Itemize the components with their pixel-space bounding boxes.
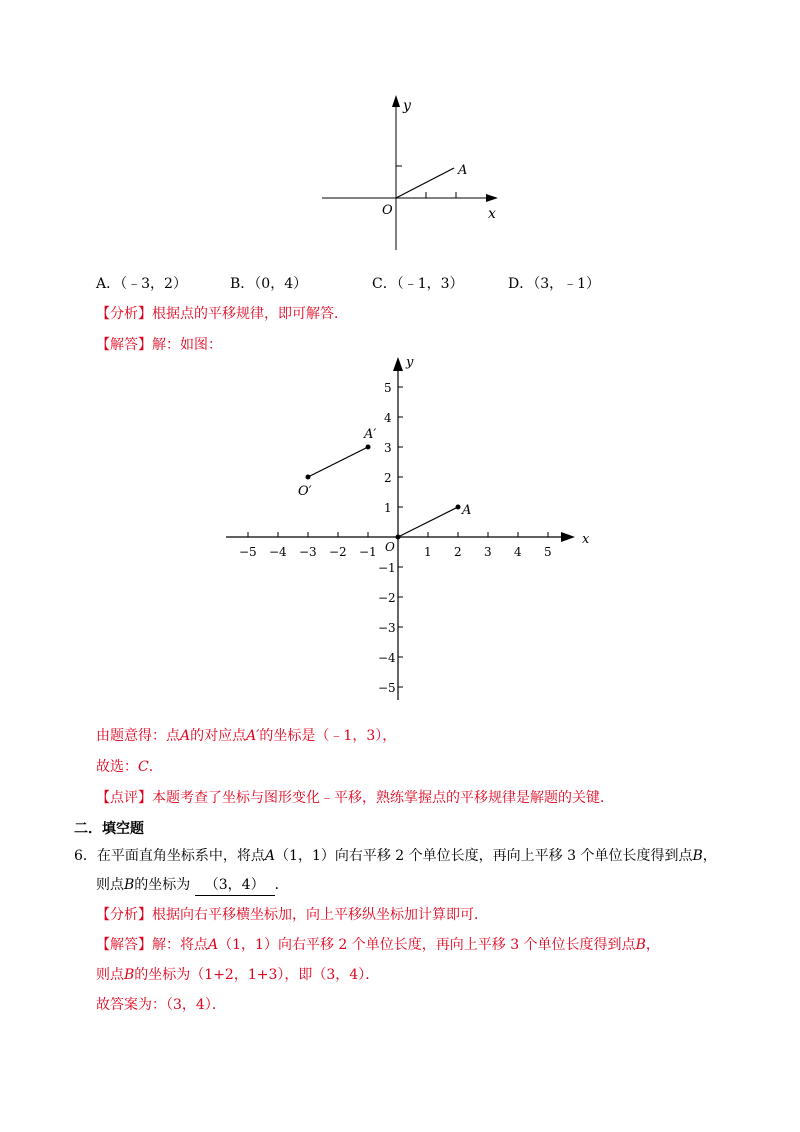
top-x-label: x xyxy=(488,206,496,222)
x-tick-label: −4 xyxy=(269,545,287,559)
y-tick-label: 3 xyxy=(384,441,392,455)
big-x-arrow xyxy=(561,532,575,542)
x-tick-label: 4 xyxy=(514,545,522,559)
x-tick-label: −1 xyxy=(359,545,377,559)
option-b: B．（0，4） xyxy=(230,276,308,292)
point-A-prime xyxy=(366,445,371,450)
section-fill-in-blank: 二．填空题 xyxy=(74,821,144,837)
point-A xyxy=(456,505,461,510)
big-y-arrow xyxy=(393,357,403,371)
top-segment-OA xyxy=(396,168,454,198)
y-tick-label: 2 xyxy=(384,471,392,485)
y-tick-label: 4 xyxy=(384,411,392,425)
final-answer: 故答案为：（3，4）． xyxy=(96,997,226,1013)
y-tick-label: −4 xyxy=(378,651,396,665)
solution-2: 【解答】解：将点A（1，1）向右平移 2 个单位长度，再向上平移 3 个单位长度得到点B， xyxy=(96,937,660,953)
option-c: C．（﹣1，3） xyxy=(372,276,464,292)
x-tick-label: 5 xyxy=(544,545,552,559)
x-tick-label: 2 xyxy=(454,545,462,559)
y-tick-label: −3 xyxy=(378,621,396,635)
top-coordinate-figure xyxy=(318,90,508,255)
y-tick-label: 1 xyxy=(384,501,392,515)
y-tick-label: −5 xyxy=(378,681,396,695)
big-label-O-prime: O′ xyxy=(298,484,312,499)
top-origin-label: O xyxy=(382,203,393,218)
top-x-arrow xyxy=(486,194,498,202)
x-tick-label: −2 xyxy=(329,545,347,559)
top-y-arrow xyxy=(392,95,400,107)
solution-1: 【解答】解：如图： xyxy=(96,337,222,353)
analysis-2: 【分析】根据向右平移横坐标加，向上平移纵坐标加计算即可． xyxy=(96,907,488,923)
x-tick-label: −5 xyxy=(239,545,257,559)
big-origin-label: O xyxy=(385,540,395,554)
big-x-label: x xyxy=(582,532,590,547)
big-label-A: A xyxy=(462,503,472,518)
analysis-1: 【分析】根据点的平移规律，即可解答． xyxy=(96,306,348,322)
answer-blank: （3，4） xyxy=(195,875,275,896)
top-y-label: y xyxy=(403,98,411,114)
big-coordinate-figure xyxy=(220,350,600,710)
point-O xyxy=(396,535,401,540)
big-label-A-prime: A′ xyxy=(364,427,377,442)
big-y-label: y xyxy=(406,355,414,370)
x-tick-label: −3 xyxy=(299,545,317,559)
point-O-prime xyxy=(306,475,311,480)
solution-2-line-2: 则点B的坐标为（1+2，1+3），即（3，4）． xyxy=(96,967,380,983)
option-a: A．（﹣3，2） xyxy=(96,276,187,292)
y-tick-label: −1 xyxy=(378,561,396,575)
top-point-label: A xyxy=(458,163,468,178)
conclusion-1: 由题意得：点A的对应点A′的坐标是（﹣1，3）， xyxy=(96,728,397,744)
y-tick-label: −2 xyxy=(378,591,396,605)
x-tick-label: 3 xyxy=(484,545,492,559)
option-d: D．（3，﹣1） xyxy=(508,276,601,292)
segment-OprimeAprime xyxy=(308,447,368,477)
question-6-line-2: 则点B的坐标为 （3，4） ． xyxy=(96,875,289,896)
y-tick-label: 5 xyxy=(384,381,392,395)
question-6-line-1: 6．在平面直角坐标系中，将点A（1，1）向右平移 2 个单位长度，再向上平移 3 个单位长度得到点B， xyxy=(74,848,717,864)
choice-1: 故选：C． xyxy=(96,759,163,775)
x-tick-label: 1 xyxy=(424,545,432,559)
comment-1: 【点评】本题考查了坐标与图形变化﹣平移，熟练掌握点的平移规律是解题的关键． xyxy=(96,790,614,806)
